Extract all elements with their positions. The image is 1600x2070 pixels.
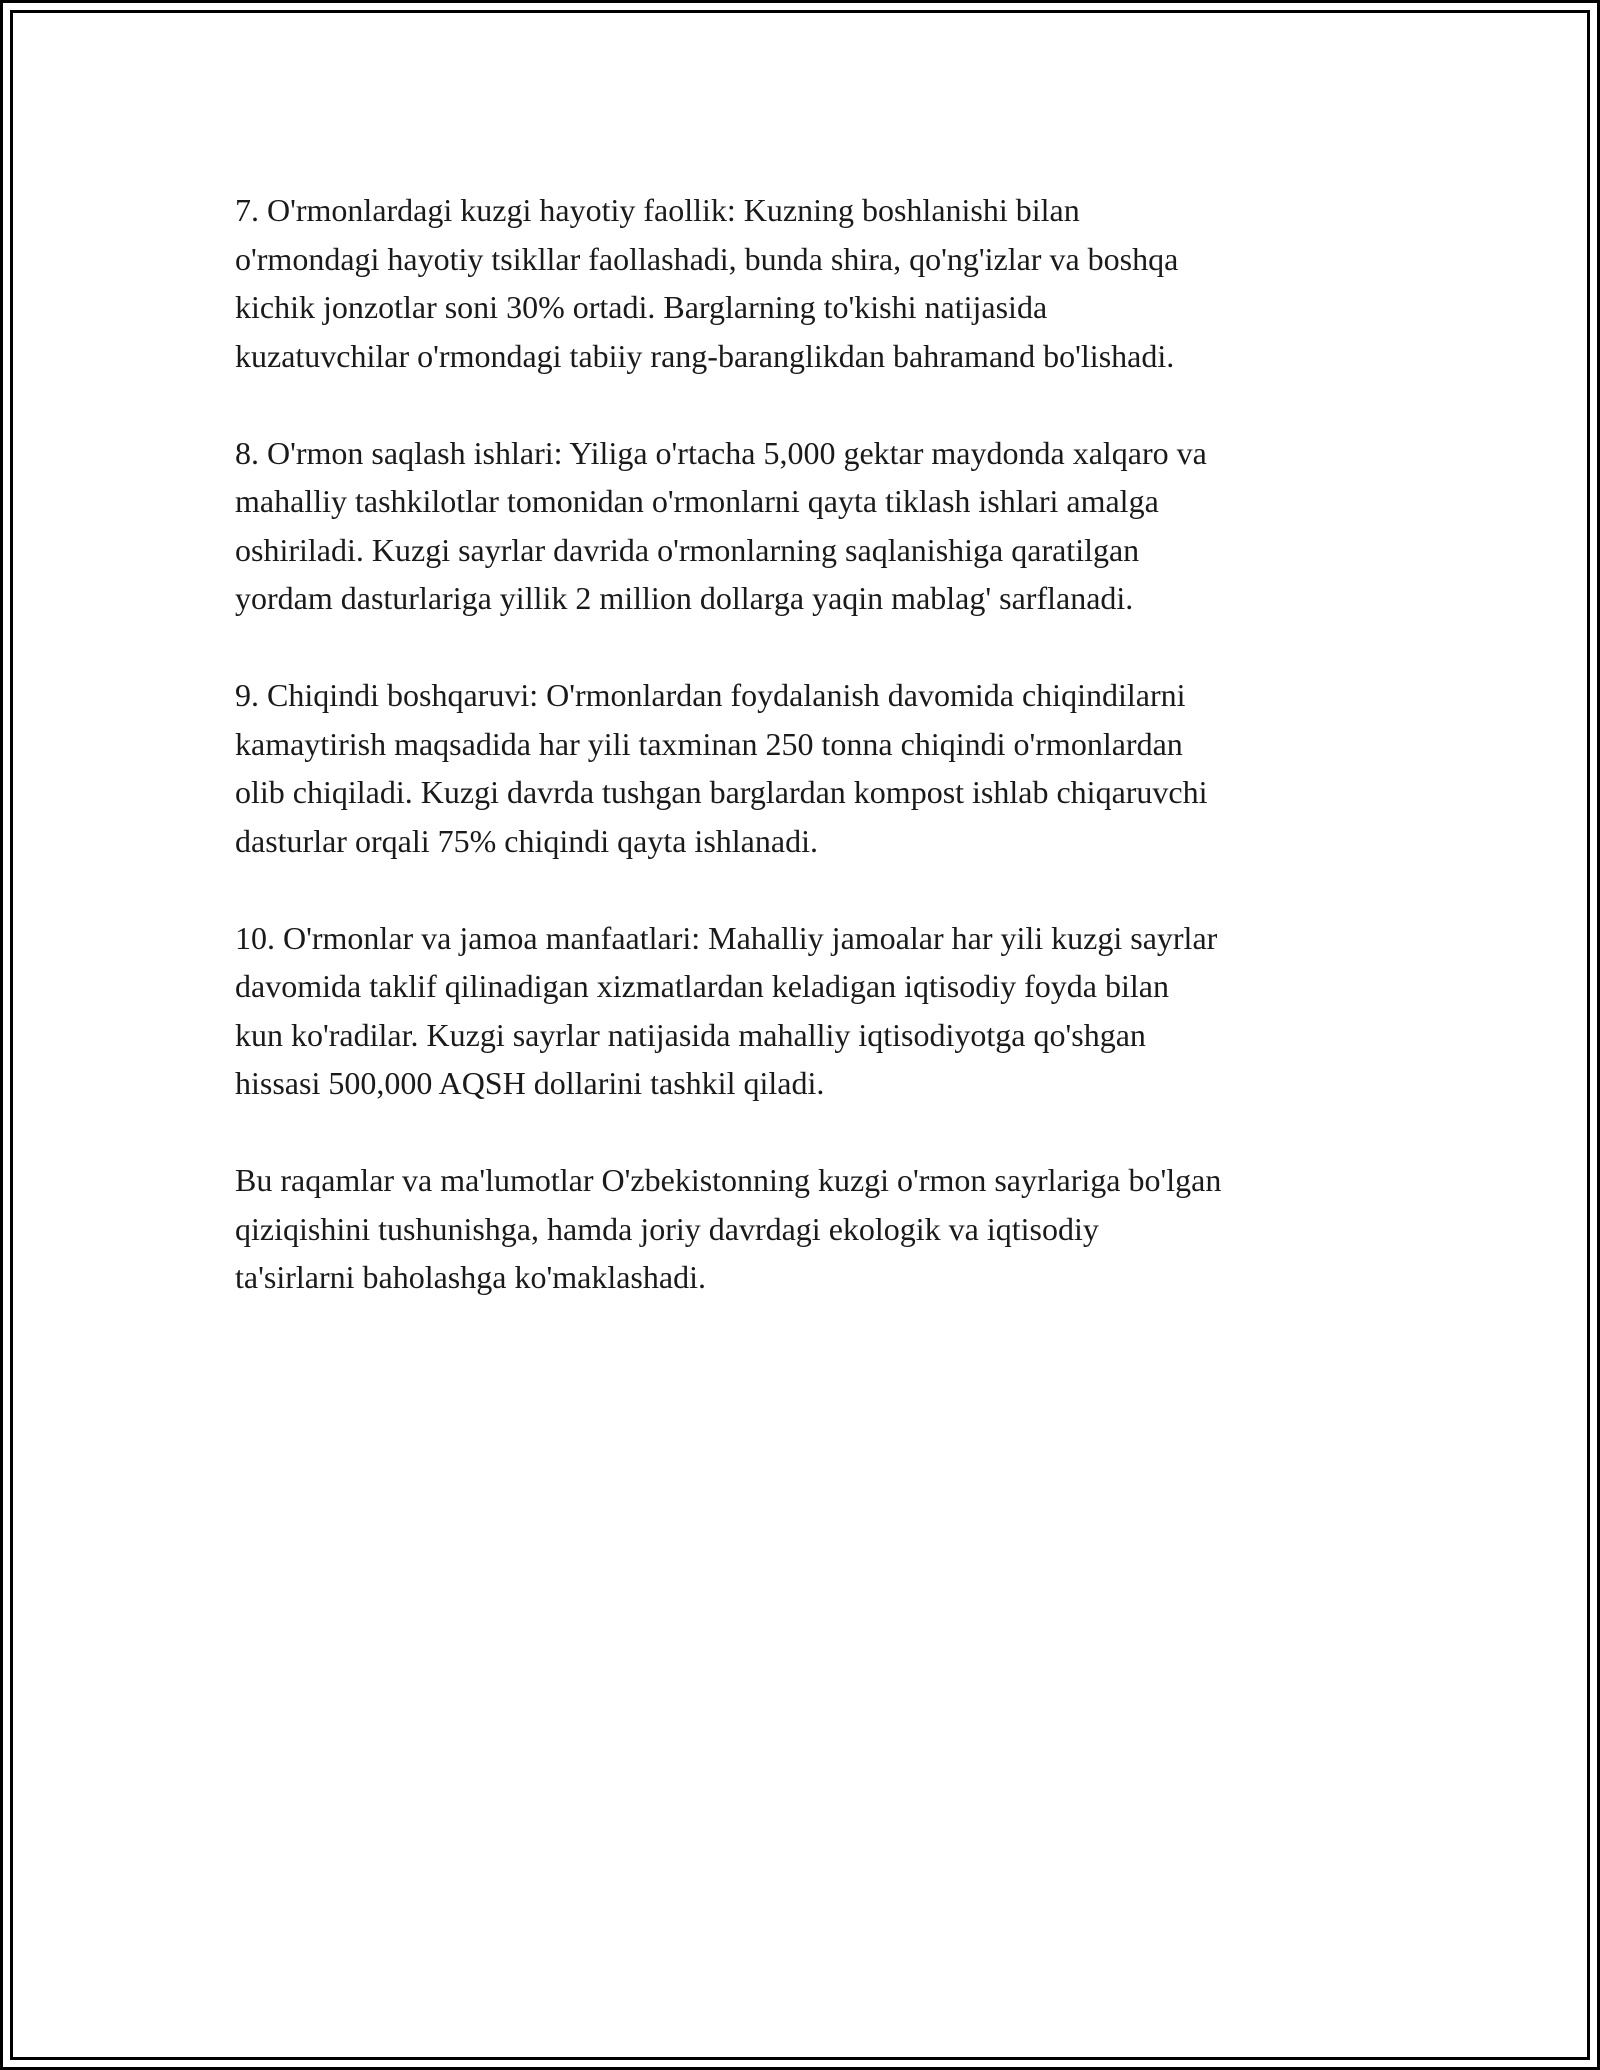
text-line: oshiriladi. Kuzgi sayrlar davrida o'rmonlarning saqlanishiga qaratilgan [235,531,1140,568]
text-line: ta'sirlarni baholashga ko'maklashadi. [235,1259,706,1295]
text-line: hissasi 500,000 AQSH dollarini tashkil qiladi. [235,1065,825,1101]
text-line: kamaytirish maqsadida har yili taxminan 250 tonna chiqindi o'rmonlardan [235,725,1183,762]
text-line: yordam dasturlariga yillik 2 million dollarga yaqin mablag' sarflanadi. [235,580,1134,616]
text-line: kichik jonzotlar soni 30% ortadi. Barglarning to'kishi natijasida [235,289,1048,325]
paragraph-forest-autumn-activity [235,186,1395,380]
text-line: 7. O'rmonlardagi kuzgi hayotiy faollik: Kuzning boshlanishi bilan [235,192,1080,228]
text-line: qiziqishini tushunishga, hamda joriy davrdagi ekologik va iqtisodiy [235,1210,1099,1247]
text-line: 10. O'rmonlar va jamoa manfaatlari: Mahalliy jamoalar har yili kuzgi sayrlar [235,919,1218,956]
text-line: mahalliy tashkilotlar tomonidan o'rmonlarni qayta tiklash ishlari amalga [235,483,1159,519]
paragraph-forest-conservation [235,429,1395,623]
text-line: Bu raqamlar va ma'lumotlar O'zbekistonning kuzgi o'rmon sayrlariga bo'lgan [235,1162,1222,1198]
text-line: kun ko'radilar. Kuzgi sayrlar natijasida mahalliy iqtisodiyotga qo'shgan [235,1016,1146,1053]
text-line: dasturlar orqali 75% chiqindi qayta ishlanadi. [235,822,818,859]
paragraph-community-benefits [235,914,1395,1108]
text-line: 9. Chiqindi boshqaruvi: O'rmonlardan foydalanish davomida chiqindilarni [235,677,1186,713]
text-line: 8. O'rmon saqlash ishlari: Yiliga o'rtacha 5,000 gektar maydonda xalqaro va [235,434,1207,471]
text-line: olib chiqiladi. Kuzgi davrda tushgan barglardan kompost ishlab chiqaruvchi [235,774,1208,810]
paragraph-conclusion [235,1156,1395,1302]
text-line: o'rmondagi hayotiy tsikllar faollashadi, bunda shira, qo'ng'izlar va boshqa [235,240,1179,277]
paragraph-waste-management [235,671,1395,865]
text-line: kuzatuvchilar o'rmondagi tabiiy rang-baranglikdan bahramand bo'lishadi. [235,337,1175,374]
document-body [235,186,1395,1350]
text-line: davomida taklif qilinadigan xizmatlardan keladigan iqtisodiy foyda bilan [235,968,1169,1004]
